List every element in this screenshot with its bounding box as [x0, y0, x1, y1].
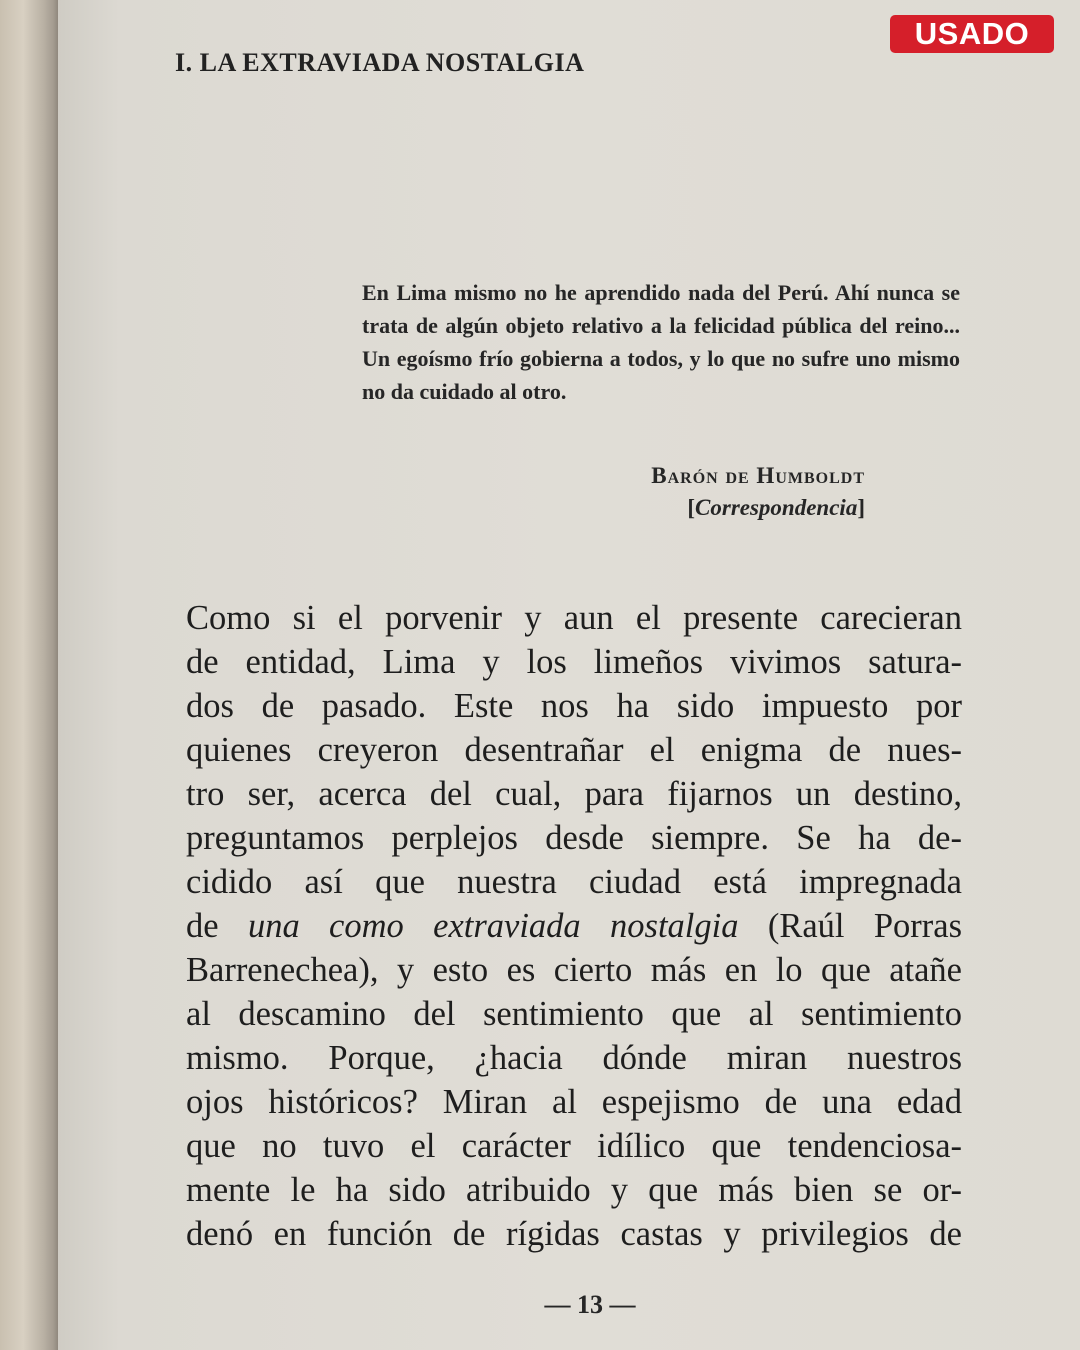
- body-line: dos de pasado. Este nos ha sido impuesto por: [186, 687, 962, 725]
- body-line: tro ser, acerca del cual, para fijarnos un destino,: [186, 775, 962, 813]
- epigraph-source-title: Correspondencia: [695, 495, 858, 520]
- epigraph-text: En Lima mismo no he aprendido nada del Perú. Ahí nunca se trata de algún objeto relativo a la felicidad pública del reino... Un egoísmo frío gobierna a todos, y lo que no sufre uno mismo no da cuidado al otro.: [362, 280, 960, 404]
- epigraph-author: Barón de Humboldt: [651, 463, 865, 488]
- used-badge: USADO: [890, 15, 1054, 53]
- epigraph-attribution: [595, 460, 865, 524]
- epigraph-source: [Correspondencia]: [687, 495, 865, 520]
- page-number: — 13 —: [544, 1290, 636, 1319]
- body-line-italic-quote: de una como extraviada nostalgia (Raúl Porras: [186, 907, 962, 945]
- body-line: mente le ha sido atribuido y que más bien se or-: [186, 1171, 962, 1209]
- body-line: de entidad, Lima y los limeños vivimos satura-: [186, 643, 962, 681]
- body-text: [186, 596, 962, 1256]
- body-line: mismo. Porque, ¿hacia dónde miran nuestros: [186, 1039, 962, 1077]
- body-line: Como si el porvenir y aun el presente carecieran: [186, 599, 962, 637]
- body-line: al descamino del sentimiento que al sentimiento: [186, 995, 962, 1033]
- body-line: cidido así que nuestra ciudad está impregnada: [186, 863, 962, 901]
- italic-quote: una como extraviada nostalgia: [247, 907, 739, 945]
- body-line: quienes creyeron desentrañar el enigma de nues-: [186, 731, 962, 769]
- body-line: que no tuvo el carácter idílico que tendenciosa-: [186, 1127, 962, 1165]
- chapter-header: I. LA EXTRAVIADA NOSTALGIA: [175, 48, 585, 77]
- body-line: preguntamos perplejos desde siempre. Se ha de-: [186, 819, 962, 857]
- body-line: ojos históricos? Miran al espejismo de una edad: [186, 1083, 962, 1121]
- body-line: denó en función de rígidas castas y privilegios de: [186, 1215, 962, 1253]
- book-page-edge: [0, 0, 58, 1350]
- body-line: Barrenechea), y esto es cierto más en lo que atañe: [186, 951, 962, 989]
